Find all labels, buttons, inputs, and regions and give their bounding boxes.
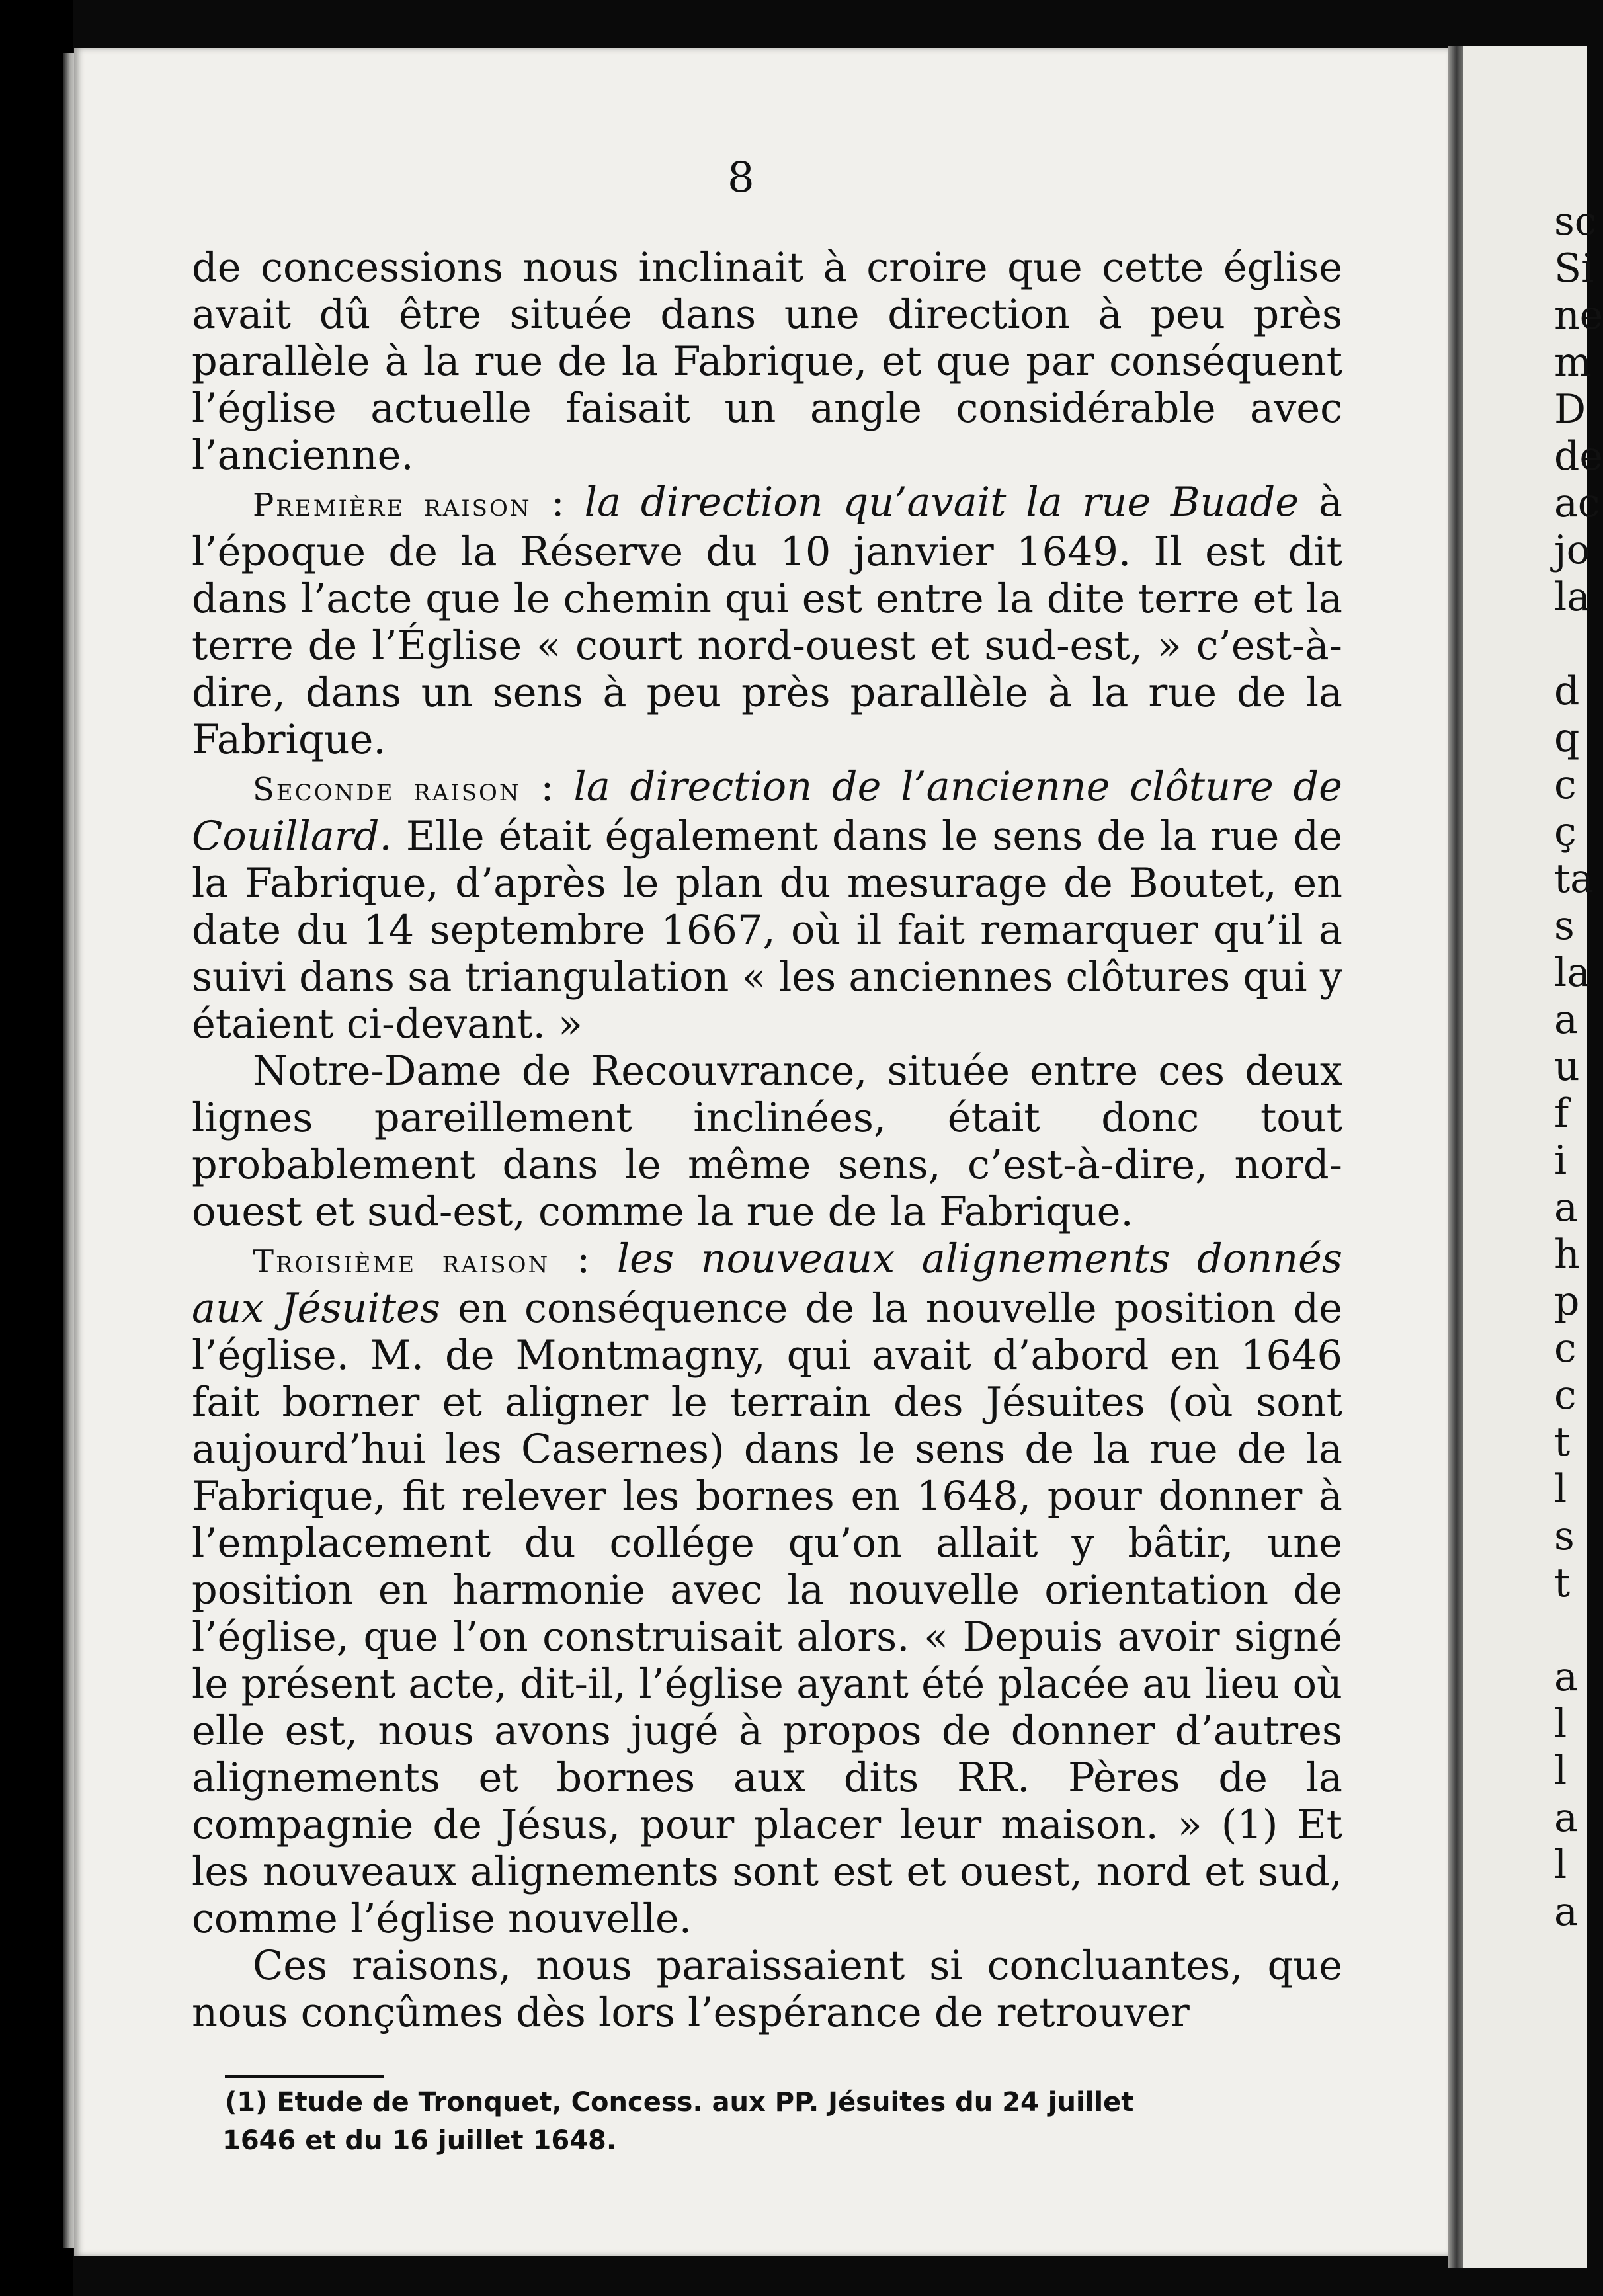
paragraph-text: à l’époque de la Réserve du 10 janvier 1649. Il est dit dans l’acte que le chemin qui est entre la dite terre et la terre de l’Église « court nord-ouest et sud-est, » c’est-à-dire, dans un sens à peu près parallèle à la rue de la Fabrique. <box>192 479 1342 763</box>
next-page-fragment: jo <box>1554 527 1590 573</box>
next-page-fragment: q <box>1554 715 1580 761</box>
next-page-fragment: a <box>1554 1889 1578 1935</box>
paragraph <box>192 1048 1342 1236</box>
next-page-fragment: a <box>1554 1795 1578 1841</box>
next-page-fragment: Si <box>1554 245 1594 292</box>
next-page-fragment: l <box>1554 1748 1567 1794</box>
paragraph-text: Ces raisons, nous paraissaient si concluantes, que nous conçûmes dès lors l’espérance de retrouver <box>192 1943 1342 2036</box>
footnote-line-1: (1) Etude de Tronquet, Concess. aux PP. Jésuites du 24 juillet <box>225 2087 1134 2117</box>
next-page-fragment: p <box>1554 1278 1580 1325</box>
next-page-fragment: s <box>1554 903 1575 949</box>
next-page-fragment: t <box>1554 1419 1571 1465</box>
italic-phrase: la direction qu’avait la rue Buade <box>584 479 1299 526</box>
paragraph-text: en conséquence de la nouvelle position de l’église. M. de Montmagny, qui avait d’abord en 1646 fait borner et aligner le terrain des Jésuites (où sont aujourd’hui les Casernes) dans le sens de la rue de la Fabrique, fit relever les bornes en 1648, pour donner à l’emplacement du collége qu’on allait y bâtir, une position en harmonie avec la nouvelle orientation de l’église, que l’on construisait alors. « Depuis avoir signé le présent acte, dit-il, l’église ayant été placée au lieu où elle est, nous avons jugé à propos de donner d’autres alignements et bornes aux dits RR. Pères de la compagnie de Jésus, pour placer leur maison. » (1) Et les nouveaux alignements sont est et ouest, nord et sud, comme l’église nouvelle. <box>192 1286 1342 1942</box>
next-page-fragment: s <box>1554 1513 1575 1559</box>
section-heading: Première raison <box>253 487 532 524</box>
next-page-fragment: a <box>1554 1654 1578 1700</box>
next-page-fragment: de <box>1554 433 1603 479</box>
next-page-fragment: h <box>1554 1231 1580 1278</box>
section-heading: Seconde raison <box>253 771 521 808</box>
next-page-fragment: f <box>1554 1090 1569 1137</box>
footnote <box>222 2083 1349 2160</box>
paragraph-text: : <box>550 1236 617 1282</box>
next-page-fragment: la <box>1554 950 1590 996</box>
next-page-fragment: m <box>1554 339 1592 386</box>
next-page-fragment: ne <box>1554 292 1603 339</box>
next-page-fragment: a <box>1554 1184 1578 1231</box>
body-text <box>192 245 1342 2037</box>
next-page-fragment: ta <box>1554 856 1594 902</box>
paragraph-text: de concessions nous inclinait à croire que cette église avait dû être située dans une direction à peu près parallèle à la rue de la Fabrique, et que par conséquent l’église actuelle faisait un angle considérable avec l’ancienne. <box>192 245 1342 479</box>
footnote-line-2: 1646 et du 16 juillet 1648. <box>222 2125 617 2156</box>
next-page-fragment: l <box>1554 1466 1567 1512</box>
next-page-fragment: sc <box>1554 198 1597 245</box>
italic-phrase: la direction de l’ancienne clôture de Couillard. <box>192 764 1342 860</box>
paragraph-text: Elle était également dans le sens de la rue de la Fabrique, d’après le plan du mesurage de Boutet, en date du 14 septembre 1667, où il fait remarquer qu’il a suivi dans sa triangulation « les anciennes clôtures qui y étaient ci-devant. » <box>192 813 1342 1047</box>
section-heading: Troisième raison <box>253 1243 550 1280</box>
italic-phrase: les nouveaux alignements donnés aux Jésuites <box>192 1236 1342 1332</box>
next-page-edge <box>1463 46 1603 2268</box>
next-page-fragment: t <box>1554 1560 1571 1606</box>
next-page-fragment: ç <box>1554 809 1577 855</box>
paragraph <box>192 1943 1342 2037</box>
paragraph <box>192 1236 1342 1943</box>
next-page-fragment: d <box>1554 668 1580 714</box>
paragraph-text: Notre-Dame de Recouvrance, située entre ces deux lignes pareillement inclinées, était donc tout probablement dans le même sens, c’est-à-dire, nord-ouest et sud-est, comme la rue de la Fabrique. <box>192 1048 1342 1235</box>
next-page-fragment: ac <box>1554 480 1600 526</box>
scan-left-border <box>0 0 73 2296</box>
next-page-fragment: l <box>1554 1842 1567 1888</box>
paragraph-text: : <box>520 764 574 810</box>
next-page-fragment: c <box>1554 1325 1577 1372</box>
paragraph <box>192 245 1342 479</box>
next-page-fragment: c <box>1554 1372 1577 1418</box>
next-page-fragment: u <box>1554 1044 1580 1090</box>
next-page-fragment: c <box>1554 762 1577 808</box>
book-gutter <box>1448 46 1463 2268</box>
paragraph <box>192 764 1342 1048</box>
paragraph <box>192 479 1342 764</box>
next-page-fragment: l <box>1554 1701 1567 1747</box>
next-page-fragment: i <box>1554 1137 1567 1184</box>
page-number: 8 <box>727 153 755 202</box>
next-page-fragment: a <box>1554 997 1578 1043</box>
next-page-fragment: la <box>1554 574 1590 620</box>
footnote-rule <box>225 2075 384 2078</box>
paragraph-text: : <box>531 479 585 526</box>
next-page-fragment: D <box>1554 386 1586 432</box>
